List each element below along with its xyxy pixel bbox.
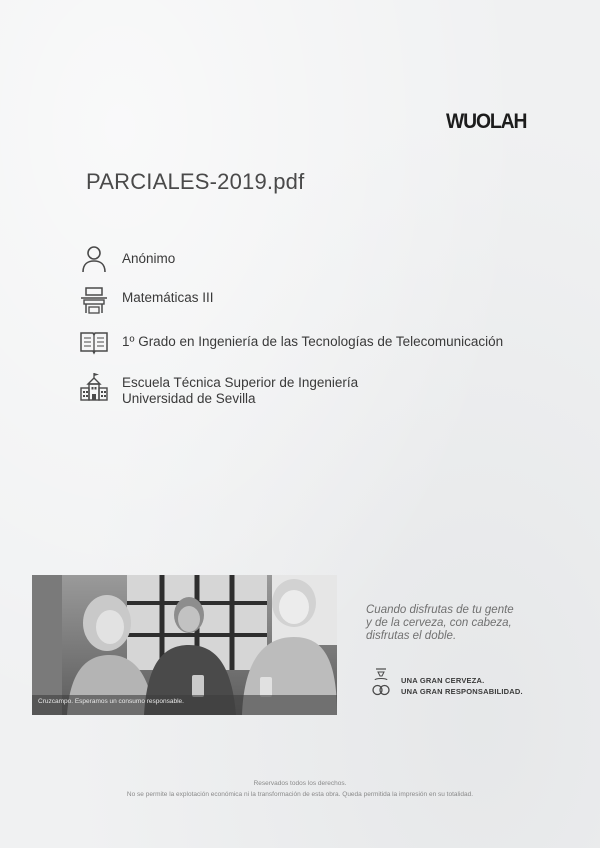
ad-photo-illustration (32, 575, 337, 715)
ad-slogan (366, 604, 514, 643)
school-name: Escuela Técnica Superior de Ingeniería (122, 375, 359, 390)
ad-tagline (401, 675, 523, 697)
footer-rights: Reservados todos los derechos. (253, 780, 347, 787)
desk-icon (78, 284, 110, 316)
school-label (122, 371, 358, 407)
university-name: Universidad de Sevilla (122, 391, 256, 406)
author-label: Anónimo (122, 251, 176, 266)
info-row-subject (78, 284, 214, 316)
ad-tagline-line: UNA GRAN RESPONSABILIDAD. (401, 687, 523, 696)
degree-label: 1º Grado en Ingeniería de las Tecnologías de Telecomunicación (122, 334, 504, 349)
info-row-author (78, 243, 175, 275)
info-row-school (78, 371, 358, 407)
user-icon (78, 243, 110, 275)
book-icon (78, 326, 110, 358)
subject-label: Matemáticas III (122, 290, 214, 305)
ad-slogan-line: Cuando disfrutas de tu gente (366, 604, 514, 616)
ad-slogan-line: y de la cerveza, con cabeza, (366, 617, 512, 629)
footer-license: No se permite la explotación económica ni la transformación de esta obra. Queda permitida la impresión en su totalidad. (126, 791, 474, 798)
ad-photo (32, 575, 337, 715)
document-title: PARCIALES-2019.pdf (86, 169, 305, 194)
wuolah-logo: WUOLAH (446, 110, 527, 133)
ad-slogan-line: disfrutas el doble. (366, 630, 457, 642)
ad-caption: Cruzcampo. Esperamos un consumo responsable. (38, 698, 184, 705)
beer-brand-icon (370, 666, 392, 700)
info-row-degree (78, 326, 503, 358)
building-icon (78, 371, 110, 403)
ad-tagline-line: UNA GRAN CERVEZA. (401, 676, 485, 685)
